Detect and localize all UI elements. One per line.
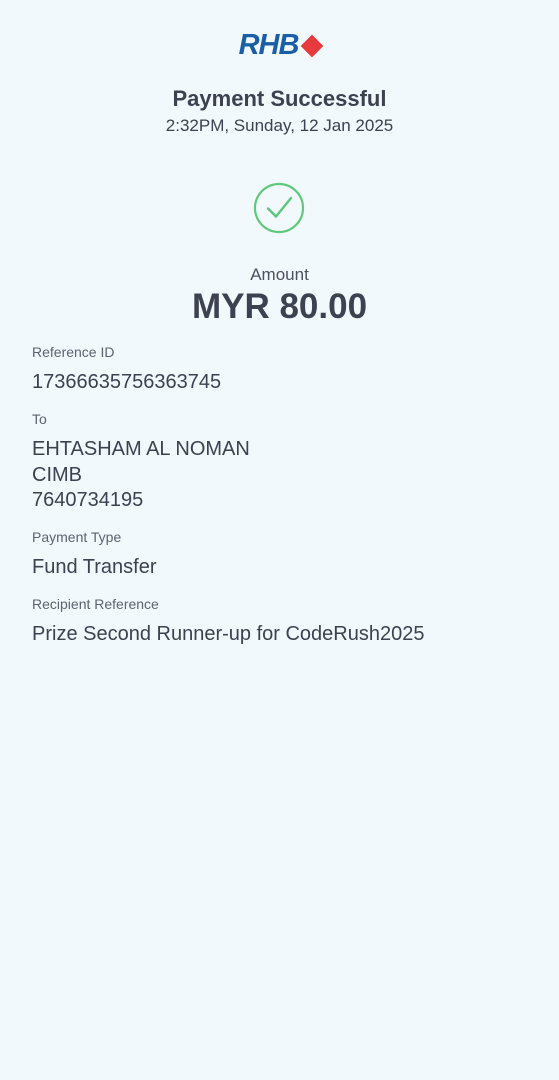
recipient-label: To bbox=[32, 411, 47, 427]
reference-id-value: 17366635756363745 bbox=[32, 371, 222, 393]
recipient-account: 7640734195 bbox=[32, 489, 144, 511]
payment-type-value: Fund Transfer bbox=[32, 556, 157, 578]
transaction-datetime: 2:32PM, Sunday, 12 Jan 2025 bbox=[165, 116, 394, 135]
recipient-reference-value: Prize Second Runner-up for CodeRush2025 bbox=[32, 623, 425, 645]
recipient-reference-label: Recipient Reference bbox=[32, 596, 159, 612]
page-title: Payment Successful bbox=[172, 86, 387, 111]
amount-value: MYR 80.00 bbox=[191, 287, 368, 326]
payment-type-label: Payment Type bbox=[32, 529, 122, 545]
diamond-icon bbox=[301, 34, 324, 57]
recipient-name: EHTASHAM AL NOMAN bbox=[32, 438, 250, 460]
checkmark-circle-icon bbox=[253, 182, 305, 234]
reference-id-label: Reference ID bbox=[32, 344, 115, 360]
logo-text: RHB bbox=[238, 28, 299, 61]
rhb-logo bbox=[0, 28, 559, 62]
amount-label: Amount bbox=[250, 265, 309, 284]
recipient-bank: CIMB bbox=[32, 463, 82, 486]
